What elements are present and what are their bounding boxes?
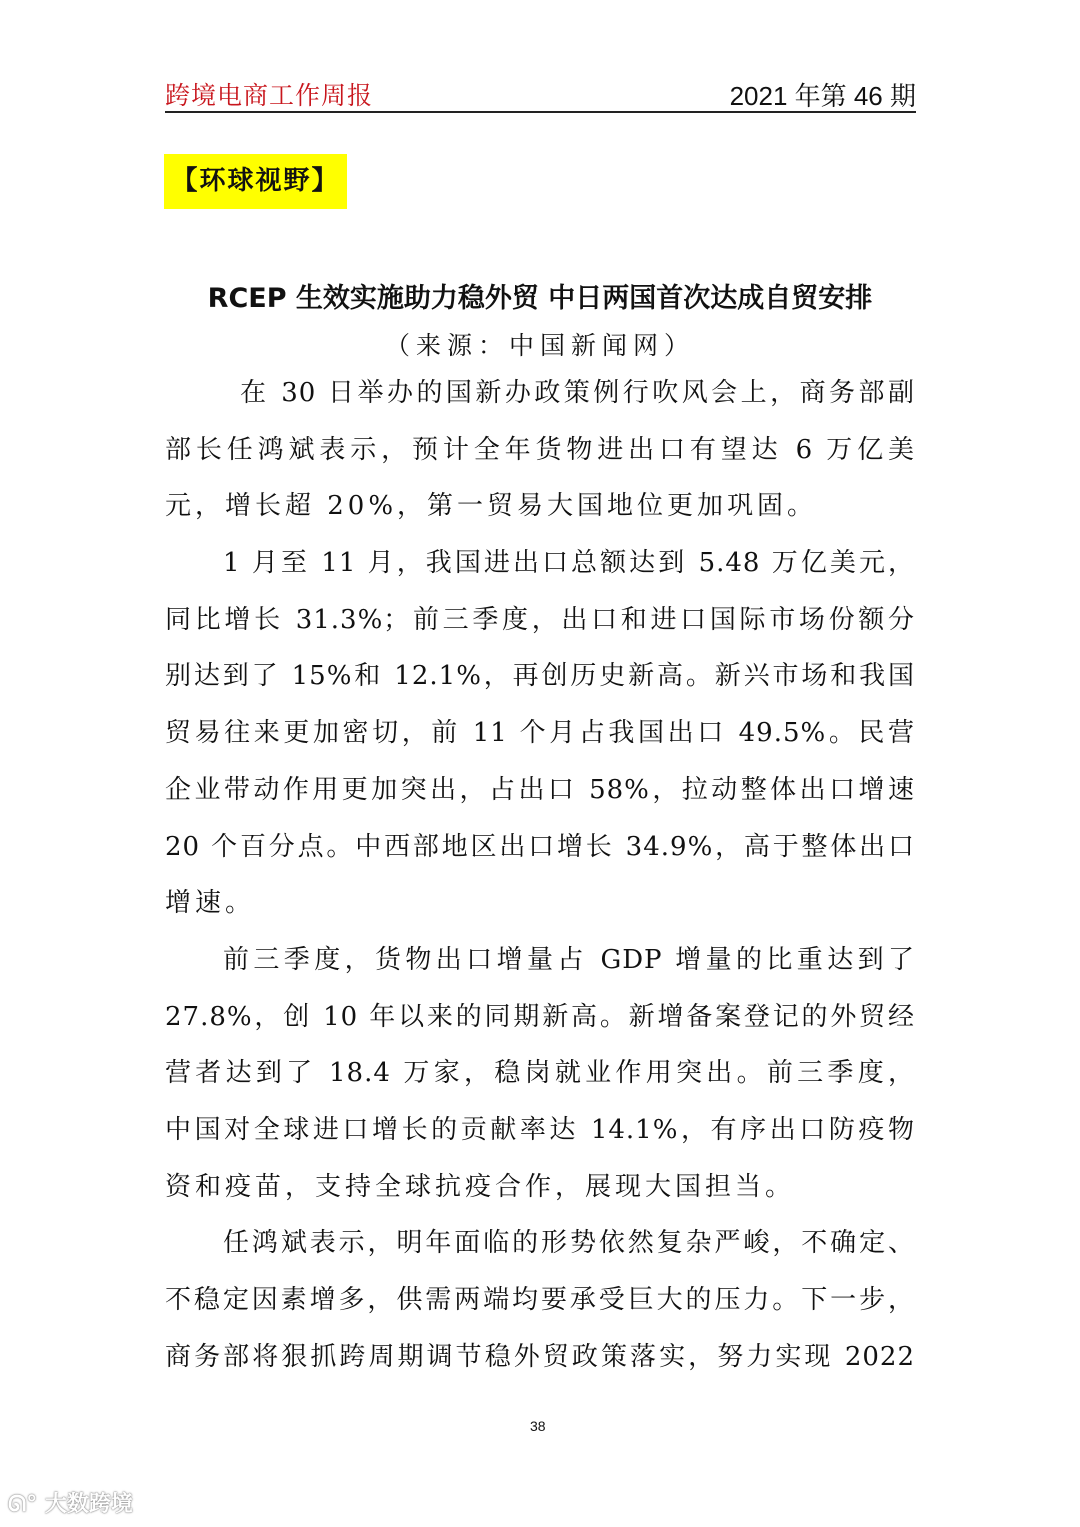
watermark-logo bbox=[8, 1487, 133, 1518]
text-line: 商务部将狠抓跨周期调节稳外贸政策落实，努力实现 2022 bbox=[165, 1341, 915, 1372]
text-line: 部长任鸿斌表示，预计全年货物进出口有望达 6 万亿美 bbox=[165, 434, 915, 465]
text-line: 企业带动作用更加突出，占出口 58%，拉动整体出口增速 bbox=[165, 774, 915, 805]
publication-name: 跨境电商工作周报 bbox=[165, 81, 374, 110]
article-source: （来源：中国新闻网） bbox=[384, 331, 695, 360]
text-line: 1 月至 11 月，我国进出口总额达到 5.48 万亿美元， bbox=[223, 548, 915, 579]
text-line: 前三季度，货物出口增量占 GDP 增量的比重达到了 bbox=[223, 944, 915, 975]
text-line: 中国对全球进口增长的贡献率达 14.1%，有序出口防疫物 bbox=[165, 1114, 915, 1145]
text-line: 同比增长 31.3%；前三季度，出口和进口国际市场份额分 bbox=[165, 604, 915, 635]
text-line: 在 30 日举办的国新办政策例行吹风会上，商务部副 bbox=[240, 378, 915, 408]
text-line: 任鸿斌表示，明年面临的形势依然复杂严峻，不确定、 bbox=[223, 1228, 915, 1259]
watermark-text: 大数跨境 bbox=[44, 1492, 133, 1517]
text-line: 20 个百分点。中西部地区出口增长 34.9%，高于整体出口 bbox=[165, 831, 915, 862]
watermark-icon: ᘏ° bbox=[8, 1492, 45, 1517]
text-line: 元，增长超 20%，第一贸易大国地位更加巩固。 bbox=[165, 491, 818, 522]
text-line: 别达到了 15%和 12.1%，再创历史新高。新兴市场和我国 bbox=[165, 661, 915, 692]
text-line: 营者达到了 18.4 万家，稳岗就业作用突出。前三季度， bbox=[165, 1058, 915, 1089]
issue-number: 2021 年第 46 期 bbox=[729, 81, 916, 111]
article-title: RCEP 生效实施助力稳外贸 中日两国首次达成自贸安排 bbox=[207, 283, 873, 314]
text-line: 增速。 bbox=[165, 888, 256, 919]
text-line: 贸易往来更加密切，前 11 个月占我国出口 49.5%。民营 bbox=[165, 718, 915, 749]
text-line: 27.8%，创 10 年以来的同期新高。新增备案登记的外贸经 bbox=[165, 1001, 915, 1032]
text-line: 资和疫苗，支持全球抗疫合作，展现大国担当。 bbox=[165, 1171, 796, 1202]
header-divider bbox=[165, 111, 916, 113]
section-label: 【环球视野】 bbox=[164, 154, 347, 209]
page-number: 38 bbox=[530, 1418, 546, 1434]
text-line: 不稳定因素增多，供需两端均要承受巨大的压力。下一步， bbox=[165, 1285, 915, 1315]
article-body bbox=[165, 373, 915, 1393]
